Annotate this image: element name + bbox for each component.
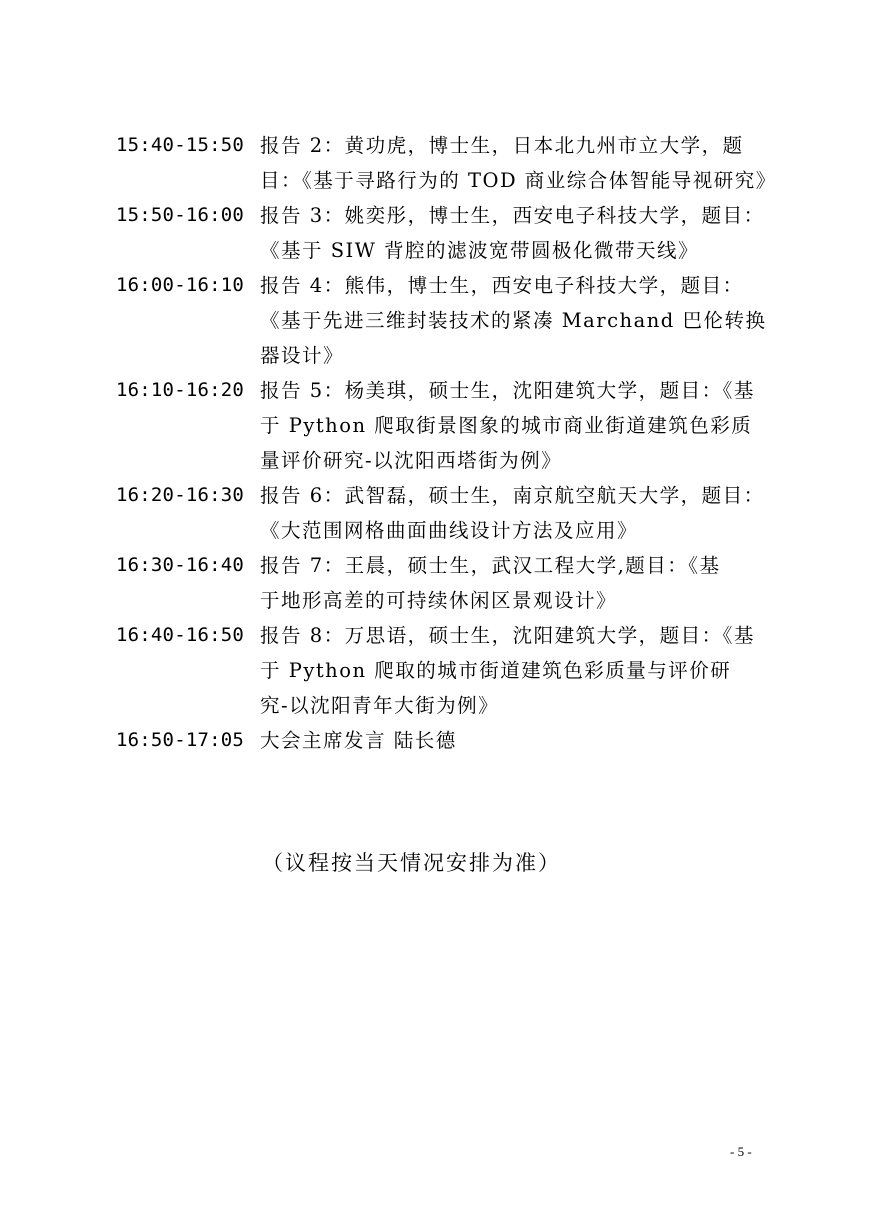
schedule-row bbox=[116, 478, 765, 548]
description-line: 报告 5：杨美琪，硕士生，沈阳建筑大学，题目：《基 bbox=[260, 379, 755, 402]
schedule-row bbox=[116, 128, 777, 198]
schedule-description bbox=[260, 128, 777, 198]
schedule-description bbox=[260, 373, 761, 478]
agenda-note: （议程按当天情况安排为准） bbox=[262, 851, 561, 875]
schedule-description bbox=[260, 723, 761, 758]
description-line: 大会主席发言 陆长德 bbox=[260, 729, 457, 752]
description-line: 量评价研究-以沈阳西塔街为例》 bbox=[260, 449, 563, 472]
schedule-row bbox=[116, 373, 761, 478]
schedule-row bbox=[116, 268, 767, 373]
schedule-description bbox=[260, 268, 766, 373]
description-line: 报告 7：王晨，硕士生，武汉工程大学,题目：《基 bbox=[260, 554, 721, 577]
schedule-time: 15:50-16:00 bbox=[116, 204, 245, 226]
description-line: 于 Python 爬取街景图象的城市商业街道建筑色彩质 bbox=[260, 414, 753, 437]
description-line: 报告 4：熊伟，博士生，西安电子科技大学，题目： bbox=[260, 274, 744, 297]
schedule-row bbox=[116, 548, 761, 618]
description-line: 目：《基于寻路行为的 TOD 商业综合体智能导视研究》 bbox=[260, 169, 777, 192]
schedule-time: 16:30-16:40 bbox=[116, 554, 245, 576]
description-line: 报告 2：黄功虎，博士生，日本北九州市立大学，题 bbox=[260, 134, 744, 157]
description-line: 于 Python 爬取的城市街道建筑色彩质量与评价研 bbox=[260, 659, 732, 682]
description-line: 报告 3：姚奕彤，博士生，西安电子科技大学，题目： bbox=[260, 204, 765, 227]
schedule-row bbox=[116, 618, 761, 723]
description-line: 于地形高差的可持续休闲区景观设计》 bbox=[260, 589, 618, 612]
schedule-description bbox=[260, 198, 765, 268]
schedule-time: 16:40-16:50 bbox=[116, 624, 245, 646]
description-line: 《基于 SIW 背腔的滤波宽带圆极化微带天线》 bbox=[260, 239, 700, 262]
schedule-list bbox=[116, 128, 777, 758]
schedule-time: 16:50-17:05 bbox=[116, 729, 245, 751]
schedule-time: 16:00-16:10 bbox=[116, 274, 245, 296]
description-line: 《基于先进三维封装技术的紧凑 Marchand 巴伦转换 bbox=[260, 309, 767, 332]
schedule-row bbox=[116, 198, 765, 268]
description-line: 报告 6：武智磊，硕士生，南京航空航天大学，题目： bbox=[260, 484, 765, 507]
schedule-description bbox=[260, 618, 761, 723]
schedule-description bbox=[260, 478, 765, 548]
schedule-time: 16:20-16:30 bbox=[116, 484, 245, 506]
schedule-time: 16:10-16:20 bbox=[116, 379, 245, 401]
schedule-description bbox=[260, 548, 761, 618]
description-line: 究-以沈阳青年大街为例》 bbox=[260, 694, 500, 717]
schedule-time: 15:40-15:50 bbox=[116, 134, 245, 156]
description-line: 报告 8：万思语，硕士生，沈阳建筑大学，题目：《基 bbox=[260, 624, 755, 647]
schedule-row bbox=[116, 723, 761, 758]
description-line: 《大范围网格曲面曲线设计方法及应用》 bbox=[260, 519, 639, 542]
description-line: 器设计》 bbox=[260, 344, 345, 367]
page-number: - 5 - bbox=[730, 1144, 752, 1159]
